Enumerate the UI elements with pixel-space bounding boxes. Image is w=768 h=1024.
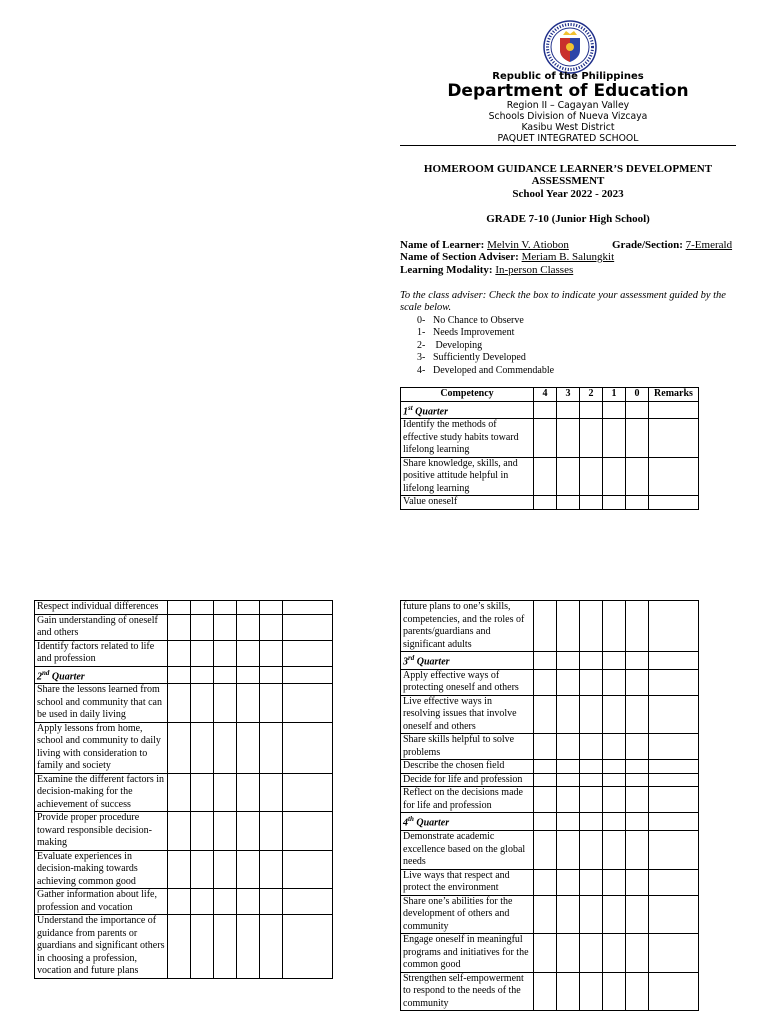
rating-cell-0[interactable] [260, 722, 283, 773]
scale-number: 2- [417, 339, 426, 351]
col-1: 1 [603, 388, 626, 402]
quarter-suffix: th [408, 815, 414, 824]
competency-text: Identify the methods of effective study habits toward lifelong learning [401, 419, 534, 458]
quarter-label [35, 666, 168, 684]
rating-cell-1[interactable] [603, 734, 626, 760]
rating-cell-3[interactable] [191, 666, 214, 684]
col-remarks: Remarks [649, 388, 699, 402]
department-heading: Department of Education [447, 81, 689, 101]
rating-cell-4[interactable] [168, 666, 191, 684]
rating-cell-1[interactable] [603, 695, 626, 734]
rating-cell-0[interactable] [626, 869, 649, 895]
rating-cell-3[interactable] [191, 889, 214, 915]
grade-section-label: Grade/Section: [612, 239, 683, 251]
quarter-suffix: st [408, 403, 413, 412]
rating-cell-0[interactable] [626, 787, 649, 813]
table-row [401, 869, 699, 895]
quarter-text: Quarter [413, 817, 450, 829]
table-row [401, 972, 699, 1011]
table-row [35, 889, 333, 915]
remarks-cell[interactable] [649, 787, 699, 813]
scale-number: 3- [417, 352, 426, 364]
scale-label: Sufficiently Developed [433, 352, 526, 364]
rating-cell-2[interactable] [214, 601, 237, 615]
competency-text: Share the lessons learned from school and community that can be used in daily living [35, 684, 168, 723]
quarter-text: Quarter [414, 656, 450, 668]
rating-cell-0[interactable] [626, 401, 649, 419]
rating-cell-1[interactable] [603, 401, 626, 419]
rating-cell-0[interactable] [260, 640, 283, 666]
remarks-cell[interactable] [649, 773, 699, 787]
competency-text: Demonstrate academic excellence based on the global needs [401, 831, 534, 870]
doc-title-line1: HOMEROOM GUIDANCE LEARNER’S DEVELOPMENT [423, 163, 713, 175]
competency-text: Reflect on the decisions made for life and profession [401, 787, 534, 813]
rating-cell-0[interactable] [626, 669, 649, 695]
rating-cell-1[interactable] [603, 813, 626, 831]
rating-cell-1[interactable] [237, 850, 260, 889]
table-row [35, 684, 333, 723]
rating-cell-2[interactable] [580, 831, 603, 870]
rating-cell-4[interactable] [168, 601, 191, 615]
competency-text: Gain understanding of oneself and others [35, 614, 168, 640]
rating-cell-3[interactable] [191, 812, 214, 851]
remarks-cell[interactable] [649, 869, 699, 895]
quarter-number: 3 [403, 656, 408, 668]
assessment-table-page2-right [400, 600, 699, 1011]
quarter-row [401, 813, 699, 831]
region-line: Region II – Cagayan Valley [506, 100, 630, 111]
modality-row [400, 264, 573, 276]
competency-text: Describe the chosen field [401, 760, 534, 774]
rating-cell-0[interactable] [626, 972, 649, 1011]
rating-cell-4[interactable] [168, 684, 191, 723]
table-row [401, 496, 699, 510]
grade-level: GRADE 7-10 (Junior High School) [486, 213, 650, 225]
remarks-cell[interactable] [283, 850, 333, 889]
rating-cell-4[interactable] [168, 614, 191, 640]
remarks-cell[interactable] [649, 401, 699, 419]
rating-cell-2[interactable] [214, 640, 237, 666]
rating-cell-4[interactable] [534, 787, 557, 813]
rating-cell-2[interactable] [214, 915, 237, 979]
rating-cell-2[interactable] [580, 869, 603, 895]
rating-cell-3[interactable] [557, 787, 580, 813]
remarks-cell[interactable] [283, 915, 333, 979]
table-row [401, 734, 699, 760]
competency-text: Share one’s abilities for the development of others and community [401, 895, 534, 934]
school-line: PAQUET INTEGRATED SCHOOL [497, 133, 639, 144]
rating-cell-3[interactable] [557, 934, 580, 973]
rating-cell-3[interactable] [557, 972, 580, 1011]
modality-value: In-person Classes [495, 264, 574, 276]
header-divider [400, 145, 736, 146]
scale-label: Developed and Commendable [433, 364, 555, 376]
scale-item [417, 327, 554, 339]
rating-cell-1[interactable] [237, 889, 260, 915]
rating-scale [417, 315, 554, 377]
learner-name-row [400, 239, 569, 251]
competency-text: Examine the different factors in decision-making for the achievement of success [35, 773, 168, 812]
table-row [35, 601, 333, 615]
rating-cell-4[interactable] [168, 640, 191, 666]
quarter-text: Quarter [412, 405, 448, 417]
competency-text: Strengthen self-empowerment to respond to the needs of the community [401, 972, 534, 1011]
rating-cell-1[interactable] [603, 831, 626, 870]
rating-cell-2[interactable] [214, 666, 237, 684]
rating-cell-1[interactable] [237, 812, 260, 851]
rating-cell-1[interactable] [603, 787, 626, 813]
rating-cell-1[interactable] [603, 652, 626, 670]
grade-section-value: 7-Emerald [685, 239, 733, 251]
remarks-cell[interactable] [283, 889, 333, 915]
rating-cell-1[interactable] [603, 869, 626, 895]
rating-cell-1[interactable] [237, 773, 260, 812]
rating-cell-3[interactable] [557, 401, 580, 419]
rating-cell-4[interactable] [534, 773, 557, 787]
rating-cell-4[interactable] [534, 831, 557, 870]
table-row [401, 457, 699, 496]
rating-cell-0[interactable] [626, 895, 649, 934]
rating-cell-4[interactable] [534, 669, 557, 695]
quarter-row [401, 401, 699, 419]
table-row [35, 722, 333, 773]
table-row [401, 773, 699, 787]
rating-cell-0[interactable] [626, 419, 649, 458]
rating-cell-3[interactable] [191, 684, 214, 723]
competency-text: Provide proper procedure toward responsible decision-making [35, 812, 168, 851]
rating-cell-0[interactable] [260, 773, 283, 812]
rating-cell-2[interactable] [580, 652, 603, 670]
rating-cell-4[interactable] [534, 601, 557, 652]
rating-cell-0[interactable] [626, 760, 649, 774]
table-row [401, 669, 699, 695]
rating-cell-2[interactable] [580, 669, 603, 695]
remarks-cell[interactable] [649, 760, 699, 774]
table-row [401, 895, 699, 934]
grade-section-row [612, 239, 732, 251]
rating-cell-0[interactable] [626, 695, 649, 734]
competency-text: Evaluate experiences in decision-making towards achieving common good [35, 850, 168, 889]
remarks-cell[interactable] [649, 813, 699, 831]
rating-cell-2[interactable] [580, 934, 603, 973]
rating-cell-0[interactable] [260, 850, 283, 889]
rating-cell-1[interactable] [603, 601, 626, 652]
rating-cell-3[interactable] [191, 722, 214, 773]
rating-cell-3[interactable] [557, 813, 580, 831]
competency-text: Gather information about life, profession and vocation [35, 889, 168, 915]
rating-cell-3[interactable] [557, 601, 580, 652]
rating-cell-4[interactable] [534, 419, 557, 458]
rating-cell-2[interactable] [580, 496, 603, 510]
scale-item [417, 365, 554, 377]
quarter-suffix: nd [42, 668, 50, 677]
rating-cell-3[interactable] [191, 850, 214, 889]
table-row [401, 934, 699, 973]
quarter-label [401, 813, 534, 831]
rating-cell-2[interactable] [580, 695, 603, 734]
rating-cell-1[interactable] [603, 972, 626, 1011]
rating-cell-1[interactable] [603, 496, 626, 510]
rating-cell-3[interactable] [191, 915, 214, 979]
rating-cell-0[interactable] [626, 934, 649, 973]
school-year: School Year 2022 - 2023 [512, 188, 624, 200]
remarks-cell[interactable] [649, 831, 699, 870]
remarks-cell[interactable] [649, 419, 699, 458]
competency-text: Respect individual differences [35, 601, 168, 615]
quarter-label [401, 401, 534, 419]
rating-cell-2[interactable] [214, 722, 237, 773]
learner-name-label: Name of Learner: [400, 239, 485, 251]
rating-cell-0[interactable] [626, 457, 649, 496]
rating-cell-3[interactable] [191, 640, 214, 666]
scale-number: 0- [417, 315, 426, 326]
rating-cell-3[interactable] [557, 652, 580, 670]
remarks-cell[interactable] [283, 614, 333, 640]
rating-cell-0[interactable] [260, 889, 283, 915]
doc-title-line2: ASSESSMENT [531, 175, 605, 187]
remarks-cell[interactable] [649, 895, 699, 934]
rating-cell-4[interactable] [534, 934, 557, 973]
table-row [401, 601, 699, 652]
scale-item [417, 315, 554, 327]
remarks-cell[interactable] [649, 669, 699, 695]
rating-cell-0[interactable] [260, 666, 283, 684]
remarks-cell[interactable] [649, 457, 699, 496]
competency-text: Apply effective ways of protecting oneself and others [401, 669, 534, 695]
scale-item [417, 340, 554, 352]
competency-text: Understand the importance of guidance from parents or guardians and significant others in choosing a profession, vocation and future plans [35, 915, 168, 979]
remarks-cell[interactable] [283, 666, 333, 684]
competency-text: future plans to one’s skills, competencies, and the roles of parents/guardians and significant adults [401, 601, 534, 652]
competency-text: Share knowledge, skills, and positive attitude helpful in lifelong learning [401, 457, 534, 496]
competency-text: Value oneself [401, 496, 534, 510]
rating-cell-0[interactable] [260, 614, 283, 640]
rating-cell-1[interactable] [237, 684, 260, 723]
remarks-cell[interactable] [283, 684, 333, 723]
rating-cell-2[interactable] [580, 401, 603, 419]
rating-cell-4[interactable] [534, 695, 557, 734]
quarter-number: 2 [37, 670, 42, 682]
deped-seal-icon [543, 20, 597, 74]
rating-cell-4[interactable] [534, 652, 557, 670]
competency-text: Identify factors related to life and profession [35, 640, 168, 666]
rating-cell-1[interactable] [603, 457, 626, 496]
rating-cell-3[interactable] [557, 831, 580, 870]
table-row [35, 773, 333, 812]
quarter-text: Quarter [49, 670, 85, 682]
table-row [35, 640, 333, 666]
rating-cell-3[interactable] [191, 773, 214, 812]
rating-cell-1[interactable] [237, 722, 260, 773]
table-header-row [401, 388, 699, 402]
quarter-row [35, 666, 333, 684]
col-competency: Competency [401, 388, 534, 402]
competency-text: Decide for life and profession [401, 773, 534, 787]
rating-cell-1[interactable] [603, 419, 626, 458]
rating-cell-4[interactable] [534, 895, 557, 934]
table-row [401, 760, 699, 774]
competency-text: Live ways that respect and protect the environment [401, 869, 534, 895]
competency-text: Share skills helpful to solve problems [401, 734, 534, 760]
rating-cell-3[interactable] [191, 601, 214, 615]
district-line: Kasibu West District [521, 122, 615, 133]
table-row [401, 787, 699, 813]
rating-cell-1[interactable] [237, 614, 260, 640]
scale-number: 4- [417, 364, 426, 376]
quarter-suffix: rd [408, 654, 415, 662]
rating-cell-0[interactable] [626, 652, 649, 670]
col-3: 3 [557, 388, 580, 402]
scale-number: 1- [417, 327, 426, 339]
table-row [35, 812, 333, 851]
rating-cell-0[interactable] [626, 813, 649, 831]
rating-cell-3[interactable] [557, 869, 580, 895]
table-row [401, 831, 699, 870]
remarks-cell[interactable] [649, 652, 699, 670]
rating-cell-2[interactable] [580, 760, 603, 774]
rating-cell-2[interactable] [214, 812, 237, 851]
rating-cell-4[interactable] [168, 850, 191, 889]
republic-heading: Republic of the Philippines [492, 71, 644, 82]
rating-cell-1[interactable] [237, 601, 260, 615]
rating-cell-0[interactable] [626, 831, 649, 870]
rating-cell-2[interactable] [214, 889, 237, 915]
competency-text: Engage oneself in meaningful programs and initiatives for the common good [401, 934, 534, 973]
rating-cell-3[interactable] [557, 496, 580, 510]
remarks-cell[interactable] [649, 972, 699, 1011]
table-row [35, 614, 333, 640]
adviser-row [400, 251, 614, 263]
remarks-cell[interactable] [649, 695, 699, 734]
rating-cell-2[interactable] [580, 419, 603, 458]
rating-cell-4[interactable] [534, 496, 557, 510]
remarks-cell[interactable] [283, 601, 333, 615]
rating-cell-0[interactable] [626, 773, 649, 787]
col-0: 0 [626, 388, 649, 402]
rating-cell-4[interactable] [168, 915, 191, 979]
col-2: 2 [580, 388, 603, 402]
remarks-cell[interactable] [283, 812, 333, 851]
quarter-number: 4 [403, 817, 408, 829]
rating-cell-4[interactable] [534, 734, 557, 760]
table-row [35, 915, 333, 979]
quarter-label [401, 652, 534, 670]
rating-cell-3[interactable] [557, 895, 580, 934]
rating-cell-1[interactable] [603, 669, 626, 695]
rating-cell-4[interactable] [534, 760, 557, 774]
adviser-label: Name of Section Adviser: [400, 251, 519, 263]
remarks-cell[interactable] [283, 640, 333, 666]
rating-cell-1[interactable] [237, 666, 260, 684]
rating-cell-0[interactable] [260, 812, 283, 851]
rating-cell-1[interactable] [237, 915, 260, 979]
col-4: 4 [534, 388, 557, 402]
remarks-cell[interactable] [649, 496, 699, 510]
rating-cell-0[interactable] [626, 734, 649, 760]
assessment-table-page2-left [34, 600, 333, 979]
rating-cell-4[interactable] [534, 813, 557, 831]
competency-text: Apply lessons from home, school and community to daily living with consideration to family and society [35, 722, 168, 773]
rating-cell-2[interactable] [580, 601, 603, 652]
remarks-cell[interactable] [649, 934, 699, 973]
rating-cell-3[interactable] [557, 734, 580, 760]
adviser-instructions: To the class adviser: Check the box to indicate your assessment guided by the scale below. [400, 290, 726, 313]
rating-cell-2[interactable] [580, 972, 603, 1011]
rating-cell-2[interactable] [580, 813, 603, 831]
rating-cell-4[interactable] [168, 812, 191, 851]
rating-cell-2[interactable] [580, 734, 603, 760]
rating-cell-4[interactable] [534, 401, 557, 419]
rating-cell-4[interactable] [168, 722, 191, 773]
rating-cell-4[interactable] [534, 869, 557, 895]
scale-label: No Chance to Observe [433, 315, 524, 326]
rating-cell-4[interactable] [534, 457, 557, 496]
quarter-row [401, 652, 699, 670]
remarks-cell[interactable] [283, 722, 333, 773]
rating-cell-3[interactable] [557, 695, 580, 734]
quarter-number: 1 [403, 405, 408, 417]
rating-cell-0[interactable] [260, 684, 283, 723]
competency-text: Live effective ways in resolving issues that involve oneself and others [401, 695, 534, 734]
rating-cell-2[interactable] [580, 895, 603, 934]
rating-cell-3[interactable] [557, 419, 580, 458]
rating-cell-3[interactable] [191, 614, 214, 640]
rating-cell-4[interactable] [168, 773, 191, 812]
rating-cell-2[interactable] [214, 773, 237, 812]
rating-cell-0[interactable] [626, 601, 649, 652]
rating-cell-0[interactable] [260, 915, 283, 979]
modality-label: Learning Modality: [400, 264, 493, 276]
rating-cell-2[interactable] [580, 787, 603, 813]
table-row [401, 695, 699, 734]
rating-cell-1[interactable] [603, 760, 626, 774]
rating-cell-3[interactable] [557, 760, 580, 774]
table-row [401, 419, 699, 458]
rating-cell-2[interactable] [580, 457, 603, 496]
rating-cell-3[interactable] [557, 457, 580, 496]
remarks-cell[interactable] [283, 773, 333, 812]
adviser-value: Meriam B. Salungkit [521, 251, 615, 263]
rating-cell-0[interactable] [626, 496, 649, 510]
rating-cell-2[interactable] [214, 850, 237, 889]
scale-label: Developing [433, 339, 483, 351]
rating-cell-4[interactable] [534, 972, 557, 1011]
rating-cell-3[interactable] [557, 669, 580, 695]
rating-cell-2[interactable] [214, 684, 237, 723]
assessment-table-page1 [400, 387, 699, 510]
rating-cell-2[interactable] [580, 773, 603, 787]
rating-cell-0[interactable] [260, 601, 283, 615]
scale-label: Needs Improvement [433, 327, 515, 339]
remarks-cell[interactable] [649, 734, 699, 760]
scale-item [417, 352, 554, 364]
table-row [35, 850, 333, 889]
rating-cell-1[interactable] [603, 934, 626, 973]
learner-name-value: Melvin V. Atiobon [487, 239, 569, 251]
rating-cell-1[interactable] [603, 895, 626, 934]
rating-cell-3[interactable] [557, 773, 580, 787]
division-line: Schools Division of Nueva Vizcaya [488, 111, 648, 122]
rating-cell-4[interactable] [168, 889, 191, 915]
rating-cell-1[interactable] [237, 640, 260, 666]
remarks-cell[interactable] [649, 601, 699, 652]
rating-cell-2[interactable] [214, 614, 237, 640]
rating-cell-1[interactable] [603, 773, 626, 787]
